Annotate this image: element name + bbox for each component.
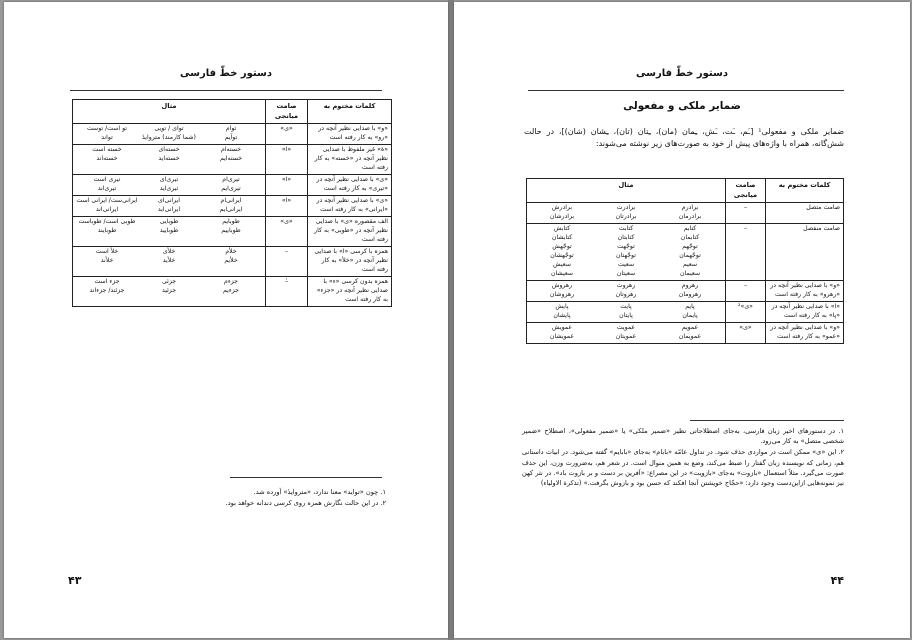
example-word: خسته‌اند — [96, 155, 118, 163]
examples-cell — [73, 124, 266, 145]
example-line — [76, 218, 262, 227]
example-line — [76, 248, 262, 257]
example-word: توجّهش — [552, 243, 572, 251]
section-heading: ضمایر ملکی و مفعولی — [623, 100, 741, 112]
example-word: تیری‌ای — [159, 176, 179, 184]
ending-cell: «و» با صدایی نظیر آنچه در «رو» به کار رفته است — [308, 124, 392, 145]
example-word: سعیمان — [679, 269, 701, 277]
example-line — [76, 176, 262, 185]
footnote-1: ۱. در دستورهای اخیر زبان فارسی، به‌جای اصطلاحاتی نظیر «ضمیر ملکی» یا «ضمیر مفعولی»، اصطلاح «ضمیر شخصی متصل» به کار می‌رود. — [522, 427, 844, 446]
table-row — [527, 301, 844, 322]
header-rule — [70, 90, 382, 91]
example-word: خلأ است — [95, 247, 119, 255]
example-line — [76, 185, 262, 194]
glide-cell: – — [266, 246, 308, 276]
page-number: ۴۳ — [68, 574, 82, 587]
examples-cell — [73, 216, 266, 246]
example-word: کتابشان — [551, 234, 573, 242]
example-word: سعیتان — [616, 269, 636, 277]
example-word: عمویش — [551, 323, 573, 331]
footnotes — [522, 426, 844, 489]
example-word: جزئید — [161, 286, 177, 294]
example-word: توجّهتان — [616, 252, 636, 260]
example-word: جزءیم — [223, 286, 239, 294]
examples-cell — [73, 145, 266, 175]
example-word: کتابم — [683, 225, 697, 233]
glide-cell: – — [726, 280, 766, 301]
glide-cell: «ا» — [266, 195, 308, 216]
table-row — [527, 224, 844, 281]
glide-cell: «ا» — [266, 145, 308, 175]
table-row — [73, 145, 392, 175]
ending-cell: صامت منفصل — [766, 224, 844, 281]
example-line — [530, 234, 722, 243]
ending-cell: صامت متصل — [766, 203, 844, 224]
column-header-examples: مثال — [73, 100, 266, 124]
suffix-table — [72, 99, 392, 307]
footnote-2: ۲. در این حالت نگارش همزه روی کرسی دندانه خواهد بود. — [225, 499, 386, 508]
example-word: طوبایند — [97, 226, 117, 234]
example-word: برادرتان — [615, 213, 637, 221]
glide-cell: –ٔ — [266, 276, 308, 306]
example-word: خلأند — [100, 256, 114, 264]
example-line — [76, 287, 262, 296]
running-title: دستور خطّ فارسی — [180, 68, 272, 79]
examples-cell — [527, 301, 726, 322]
glide-cell: «ی» — [266, 216, 308, 246]
ending-cell: همزه با کرسی «ا» با صدایی نظیر آنچه در «خلأ» به کار رفته است — [308, 246, 392, 276]
example-word: توجّهت — [617, 243, 635, 251]
example-word: تیری‌ام — [222, 176, 240, 184]
example-word: جزئند/ جزءاند — [89, 286, 125, 294]
column-header-ending: کلمات مختوم به — [766, 179, 844, 203]
example-word: عمویمان — [678, 332, 702, 340]
page-43 — [4, 2, 448, 638]
example-word: خلأیم — [224, 256, 238, 264]
example-word: برادرت — [616, 204, 636, 212]
example-line — [76, 206, 262, 215]
column-header-glide: صامت میانجی — [266, 100, 308, 124]
example-word: تواَیم — [224, 134, 238, 142]
example-word: سعیش — [553, 261, 571, 268]
example-line — [76, 146, 262, 155]
glide-cell: «ی» — [726, 322, 766, 343]
ending-cell: «ی» با صدایی نظیر آنچه در «ایرانی» به کار رفته است — [308, 195, 392, 216]
table-row — [73, 195, 392, 216]
example-line — [530, 243, 722, 252]
intro-paragraph: ضمایر ملکی و مفعولی¹ [ـَم، ـَت، ـَش، ـِمان (مان)، ـِتان (تان)، ـِشان (شان)]، در حالت شش‌گانه، همراه با واژه‌های پیش از خود به صورت‌های زیر نوشته می‌شوند: — [524, 127, 844, 149]
ending-cell: «و» با صدایی نظیر آنچه در «عمو» به کار رفته است — [766, 322, 844, 343]
example-word: توای / تویی — [154, 125, 184, 133]
ending-cell: «ا» با صدایی نظیر آنچه در «پا» به کار رفته است — [766, 301, 844, 322]
example-word: برادرشان — [549, 213, 575, 221]
example-word: توجّهمان — [679, 252, 701, 260]
example-word: طوبایم — [222, 217, 240, 225]
example-word: خسته‌ای — [158, 146, 180, 154]
glide-cell: «ی» — [266, 124, 308, 145]
ending-cell: «و» با صدایی نظیر آنچه در «رهرو» به کار رفته است — [766, 280, 844, 301]
example-word: پایش — [555, 302, 569, 310]
example-line — [76, 155, 262, 164]
example-word: رهرومان — [678, 290, 702, 298]
example-line — [530, 204, 722, 213]
example-word: کتابمان — [680, 234, 700, 242]
footnote-2: ۲. این «ی» ممکن است در مواردی حذف شود. در تداول عامّه «بابام» به‌جای «بابایم» گفته می‌شود. در ابیات داستانی هم، زمانی که نویسنده زبان گفتار را ضبط می‌کند، وضع به همین منوال است. در شعر هم، به‌ضرورت وزن، این حذف صورت می‌گیرد. مثلاً استعمال «بازوت» به‌جای «بازویت» در این مصراع: «آفرین بر دست و بر بازوت باد». در نثر کهن نیز نمونه‌هایی ازاین‌دست وجود دارد: «حجّاج خویشتن آنجا افکند که حسن بود و بازوش بگرفت.» (تذکرة الاولیاء) — [522, 448, 844, 488]
example-word: خسته است — [92, 146, 122, 154]
example-word: کتابش — [553, 225, 571, 233]
table-row — [73, 175, 392, 196]
example-word: سعیشان — [551, 269, 573, 277]
example-word: طوبایید — [159, 226, 179, 234]
example-word: جزءم — [224, 277, 238, 285]
example-line — [76, 257, 262, 266]
example-line — [530, 225, 722, 234]
example-word: توام — [225, 125, 237, 133]
example-word: تو است/ توست — [86, 125, 128, 133]
example-line — [76, 197, 262, 206]
ending-cell: الف مقصوره «ی» با صدایی نظیر آنچه در «طوبی» به کار رفته است — [308, 216, 392, 246]
example-word: برادرش — [551, 204, 573, 212]
example-word: ایرانی‌ای — [157, 196, 181, 204]
example-word: پایت — [620, 302, 632, 310]
example-line — [530, 252, 722, 261]
example-word: طوباییم — [221, 226, 241, 234]
example-word: خلأید — [162, 256, 176, 264]
example-word: خسته‌ام — [220, 146, 242, 154]
column-header-glide: صامت میانجی — [726, 179, 766, 203]
table-row — [73, 216, 392, 246]
table-row — [527, 280, 844, 301]
example-word: ایرانی‌اند — [95, 205, 119, 213]
ending-cell: «هٔ» غیر ملفوظ با صدایی نظیر آنچه در «خسته» به کار رفته است — [308, 145, 392, 175]
examples-cell — [73, 175, 266, 196]
example-word: تیری است — [93, 176, 121, 184]
example-word: تیری‌ایم — [221, 185, 241, 192]
examples-cell — [527, 224, 726, 281]
example-word: عمویتان — [615, 332, 637, 340]
example-line — [76, 278, 262, 287]
example-line — [530, 261, 722, 270]
example-word: سعیت — [617, 261, 635, 268]
example-word: برادرم — [681, 204, 699, 212]
running-title: دستور خطّ فارسی — [636, 68, 728, 79]
ending-cell: همزه بدون کرسی «ء» با صدایی نظیر آنچه در «جزء» به کار رفته است — [308, 276, 392, 306]
example-word: ایرانی‌ایم — [219, 205, 243, 213]
examples-cell — [527, 280, 726, 301]
example-word: ایرانی‌ست/ ایرانی است — [76, 196, 138, 204]
example-word: کتابتان — [617, 234, 635, 242]
example-line — [530, 324, 722, 333]
example-word: توجّهم — [682, 243, 698, 251]
example-word: عمویت — [616, 323, 636, 331]
example-word: رهروم — [681, 281, 699, 289]
table-row — [527, 322, 844, 343]
page-44 — [454, 2, 910, 638]
examples-cell — [527, 203, 726, 224]
example-line — [76, 227, 262, 236]
column-header-ending: کلمات مختوم به — [308, 100, 392, 124]
example-word: ایرانی‌ام — [220, 196, 242, 204]
example-line — [530, 291, 722, 300]
glide-cell: «ی»² — [726, 301, 766, 322]
example-line — [530, 333, 722, 342]
column-header-examples: مثال — [527, 179, 726, 203]
example-line — [76, 125, 262, 134]
example-word: تیری‌اید — [159, 185, 179, 192]
example-line — [530, 213, 722, 222]
examples-cell — [73, 195, 266, 216]
footnote-rule — [690, 420, 844, 421]
table-body — [73, 124, 392, 307]
examples-cell — [527, 322, 726, 343]
example-word: پایم — [685, 302, 695, 310]
example-word: رهروت — [616, 281, 636, 289]
example-word: رهروش — [551, 281, 573, 289]
footnote-1: ۱. چون «تواید» معنا ندارد، «متروایدٔ» آورده شد. — [253, 488, 386, 496]
example-word: پایتان — [619, 311, 633, 319]
glide-cell: «ا» — [266, 175, 308, 196]
example-word: (شما کارمند) متروایدٔ — [142, 134, 196, 142]
table-row — [73, 124, 392, 145]
example-line — [530, 303, 722, 312]
examples-cell — [73, 246, 266, 276]
table-row — [73, 246, 392, 276]
possessive-table — [526, 178, 844, 344]
glide-cell: – — [726, 224, 766, 281]
table-row — [73, 276, 392, 306]
footnote-rule — [230, 477, 382, 478]
example-word: پایشان — [553, 311, 571, 319]
example-line — [530, 282, 722, 291]
header-rule — [528, 90, 844, 91]
example-word: پایمان — [682, 311, 698, 319]
table-body — [527, 203, 844, 344]
footnotes — [64, 487, 386, 509]
example-word: عمویشان — [549, 332, 575, 340]
example-word: تواند — [101, 134, 113, 142]
example-word: رهروشان — [549, 290, 575, 298]
example-word: طوبی است/ طوباست — [78, 217, 136, 225]
table-row — [527, 203, 844, 224]
example-word: جزئی — [161, 277, 177, 285]
example-word: توجّهشان — [550, 252, 574, 260]
example-word: رهروتان — [615, 290, 637, 298]
example-word: طوبایی — [159, 217, 179, 225]
example-word: عمویم — [681, 323, 699, 331]
example-word: ایرانی‌اید — [157, 205, 181, 213]
example-word: خلأم — [225, 247, 237, 255]
ending-cell: «ی» با صدایی نظیر آنچه در «تیری» به کار رفته است — [308, 175, 392, 196]
example-word: کتابت — [618, 225, 634, 233]
example-line — [530, 312, 722, 321]
example-word: سعیم — [682, 261, 698, 268]
page-number: ۴۴ — [830, 574, 844, 587]
example-line — [530, 270, 722, 279]
example-line — [76, 134, 262, 143]
examples-cell — [73, 276, 266, 306]
example-word: جزء است — [94, 277, 120, 285]
example-word: خلأی — [162, 247, 176, 255]
example-word: تیری‌اند — [97, 185, 117, 192]
example-word: برادرمان — [678, 213, 702, 221]
example-word: خسته‌ایم — [219, 155, 243, 163]
example-word: خسته‌اید — [158, 155, 180, 163]
glide-cell: – — [726, 203, 766, 224]
